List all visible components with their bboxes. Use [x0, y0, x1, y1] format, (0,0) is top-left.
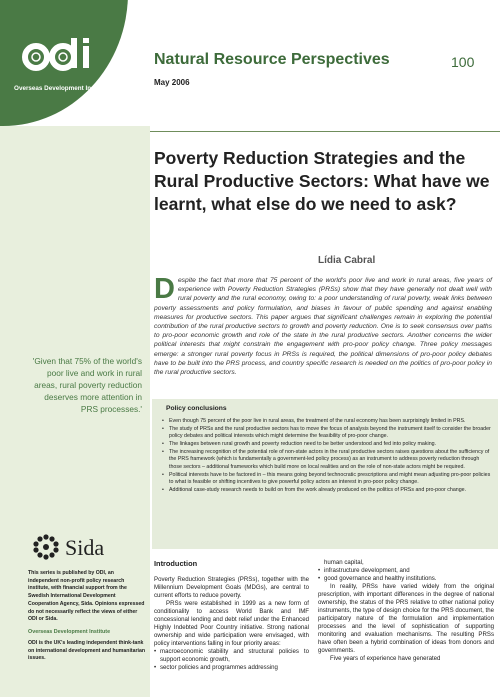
odi-logo [22, 36, 102, 78]
body-paragraph: Five years of experience have generated [330, 655, 441, 662]
priority-list [154, 648, 309, 672]
abstract [154, 273, 492, 377]
publication-date: May 2006 [154, 78, 190, 87]
policy-item: • The linkages between rural growth and poverty reduction need to be better understood and fed into policy making. [162, 441, 492, 448]
odi-name: Overseas Development Institute [28, 629, 111, 635]
list-item: • sector policies and programmes addressing [154, 664, 309, 672]
pull-quote: 'Given that 75% of the world's poor live and work in rural areas, rural poverty reduction deserves more attention in PRS processes.' [32, 356, 142, 414]
body-paragraph: In reality, PRSs have varied widely from the original prescription, with important differences in the degree of national ownership, the status of the PRS relative to other national policy instruments, the type of design choice for the PRS document, the participatory nature of the formulation and implementation processes and the level of sophistication of supporting monitoring and evaluation mechanisms. The resulting PRSs have often been a hybrid combination of ideas from donors and governments. [318, 583, 494, 654]
intro-heading: Introduction [154, 559, 198, 568]
policy-item: • The increasing recognition of the potential role of non-state actors in the rural productive sectors raises questions about the sufficiency of the PRS framework (which is fundamentally a government-led policy process) as an instrument to address poverty reduction through those sectors – additional frameworks which build more on local realities and on the role of non-state actors might be required. [162, 449, 492, 470]
body-paragraph: Poverty Reduction Strategies (PRSs), together with the Millennium Development Goals (MDGs), are central to current efforts to reduce poverty. [154, 576, 309, 599]
body-paragraph: PRSs were established in 1999 as a new form of conditionality to access World Bank and IMF concessional lending and debt relief under the Enhanced Highly Indebted Poor Country initiative. Strong national ownership and wide participation were envisaged, with policy interventions falling in four priority areas: [154, 600, 309, 647]
body-column-1 [154, 576, 309, 672]
author-name: Lídia Cabral [318, 255, 376, 266]
list-item: • infrastructure development, and [318, 567, 494, 575]
series-note: This series is published by ODI, an independent non-profit policy research institute, with financial support from the Swedish International Development Cooperation Agency, Sida. Opinions expressed do not necessarily reflect the views of either ODI or Sida. [28, 570, 145, 623]
policy-heading: Policy conclusions [166, 405, 227, 412]
priority-list-cont [318, 567, 494, 583]
policy-list [162, 418, 492, 495]
list-item: • good governance and healthy institutions. [318, 575, 494, 583]
policy-item: • Additional case-study research needs to build on from the work already produced on the politics of PRSs and pro-poor change. [162, 487, 492, 494]
drop-cap: D [154, 273, 175, 305]
odi-description: ODI is the UK's leading independent think-tank on international development and humanitarian issues. [28, 640, 146, 662]
sida-emblem-icon [30, 533, 62, 561]
policy-item: • Political interests have to be factored in – this means going beyond technocratic prescriptions and might mean adjusting pro-poor policies to what is feasible or shifting incentives to give powerful policy actors an interest in pro-poor policy change. [162, 472, 492, 486]
header-corner-panel [0, 0, 128, 126]
policy-item: • The study of PRSs and the rural productive sectors has to move the focus of analysis beyond the instrument itself to consider the broader policy debates and political interests which might determine the feasibility of pro-poor change. [162, 426, 492, 440]
list-continuation: human capital, [324, 559, 364, 566]
org-tagline: Overseas Development Institute [14, 85, 110, 92]
policy-item: • Even though 75 percent of the poor live in rural areas, the treatment of the rural economy has been surprisingly limited in PRS. [162, 418, 492, 425]
article-title: Poverty Reduction Strategies and the Rural Productive Sectors: What have we learnt, what else do we need to ask? [154, 148, 490, 214]
body-column-2 [318, 559, 494, 663]
series-title: Natural Resource Perspectives [154, 51, 390, 68]
series-number: 100 [451, 54, 475, 70]
abstract-text: espite the fact that more that 75 percent of the world's poor live and work in rural areas, five years of experience with Poverty Reduction Strategies (PRSs) show that they have generally not dealt well with rural poverty and the rural economy, owing to: a poor understanding of rural poverty, weak links between poverty assessments and policy formulation, and biases in favour of public spending and against enabling measures for productive sectors. This paper argues that significant challenges remain in exploring the potential contribution of the rural productive sectors to growth and poverty reduction. One is to seek consensus over paths to pro-poor economic growth and role of the state in the rural productive sectors. Another concerns the wider political interests that might constrain the engagement with pro-poor policy change. Three policy messages emerge: a stronger rural poverty focus in PRSs is required, the political dimensions of pro-poor policy debates have to be built into the PRS process, and country specific research is needed on the politics of pro-poor policy in the rural productive sectors. [154, 277, 492, 377]
title-divider [150, 131, 500, 132]
list-item: • macroeconomic stability and structural policies to support economic growth, [154, 648, 309, 664]
sida-wordmark: Sida [65, 535, 105, 560]
